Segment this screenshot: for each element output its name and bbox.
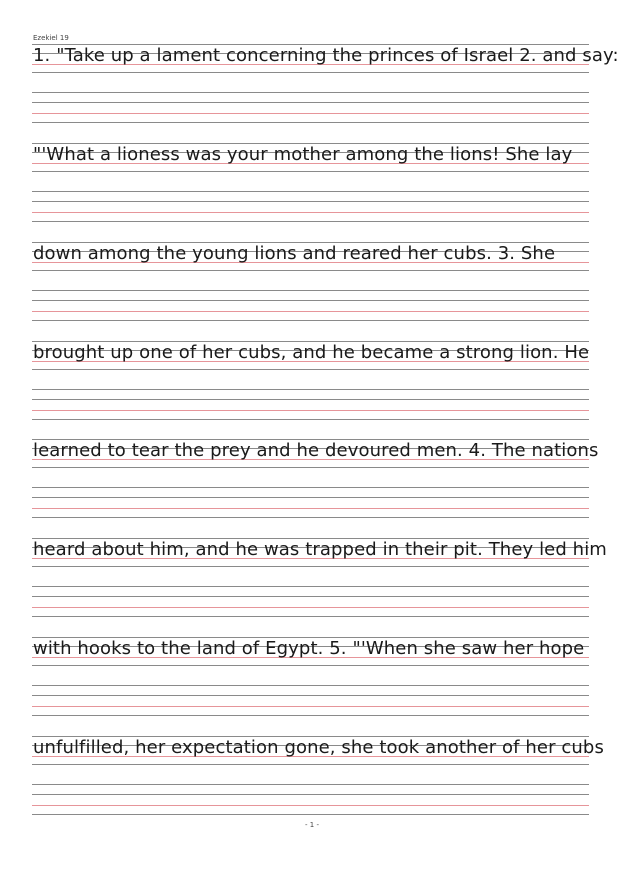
text-line: brought up one of her cubs, and he became a strong lion. He <box>33 342 590 363</box>
text-line: unfulfilled, her expectation gone, she took another of her cubs <box>33 737 604 758</box>
writing-block-5 <box>32 439 599 521</box>
text-line: learned to tear the prey and he devoured men. 4. The nations <box>33 440 599 461</box>
text-line: "'What a lioness was your mother among the lions! She lay <box>33 144 573 165</box>
writing-block-2 <box>32 143 589 225</box>
writing-block-4 <box>32 341 589 423</box>
writing-block-3 <box>32 242 589 324</box>
page-header: Ezekiel 19 <box>33 34 69 42</box>
text-line: with hooks to the land of Egypt. 5. "'When she saw her hope <box>33 638 585 659</box>
text-line: down among the young lions and reared her cubs. 3. She <box>33 243 556 264</box>
text-line: 1. "Take up a lament concerning the princes of Israel 2. and say: <box>33 45 619 66</box>
writing-block-8 <box>32 736 604 818</box>
writing-block-7 <box>32 637 589 719</box>
page-number: - 1 - <box>305 821 319 829</box>
text-line: heard about him, and he was trapped in their pit. They led him <box>33 539 607 560</box>
writing-block-1 <box>32 44 619 126</box>
writing-block-6 <box>32 538 607 620</box>
